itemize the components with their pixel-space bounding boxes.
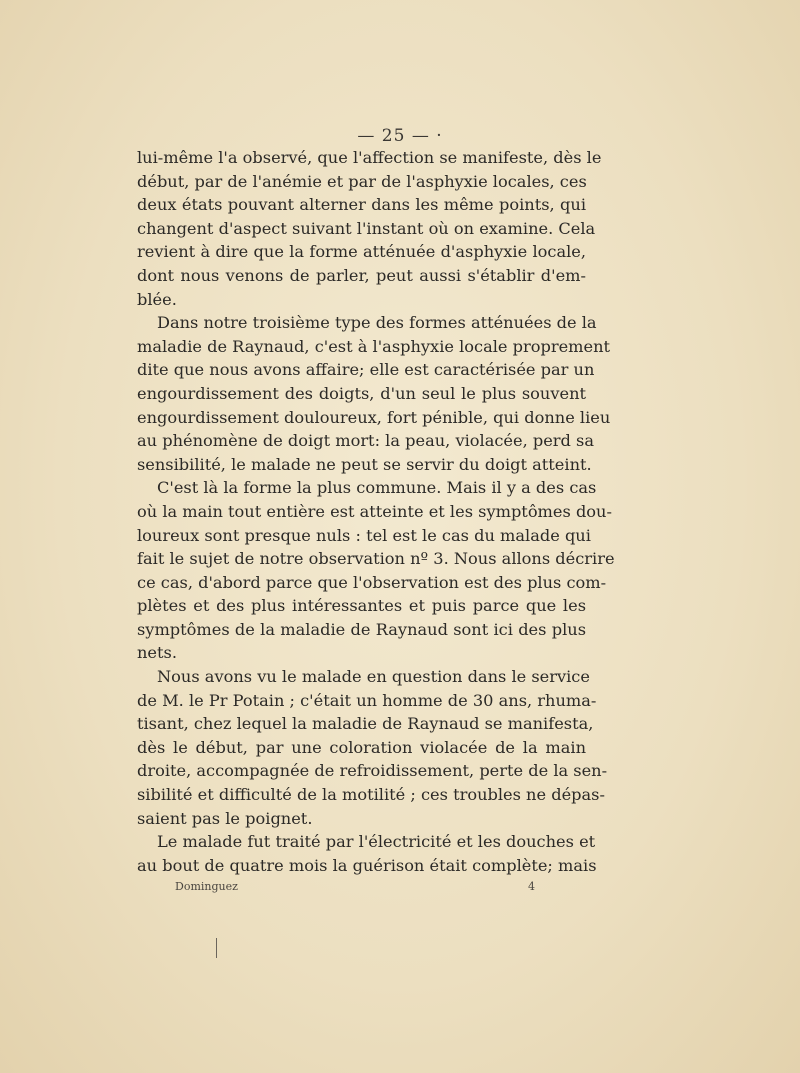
- text-line: engourdissement des doigts, d'un seul le plus souvent: [137, 383, 586, 403]
- text-line: C'est là la forme la plus commune. Mais il y a des cas: [157, 478, 597, 498]
- text-line: loureux sont presque nuls : tel est le cas du malade qui: [137, 525, 591, 545]
- text-line: droite, accompagnée de refroidissement, perte de la sen-: [137, 761, 608, 781]
- text-line: de M. le Pr Potain ; c'était un homme de 30 ans, rhuma-: [137, 690, 597, 710]
- text-line: sensibilité, le malade ne peut se servir du doigt atteint.: [137, 454, 592, 474]
- text-line: Le malade fut traité par l'électricité et les douches et: [157, 832, 596, 852]
- text-line: saient pas le poignet.: [137, 808, 313, 828]
- text-line: tisant, chez lequel la maladie de Raynaud se manifesta,: [137, 714, 594, 734]
- text-line: symptômes de la maladie de Raynaud sont ici des plus: [137, 619, 586, 639]
- text-line: fait le sujet de notre observation nº 3. Nous allons décrire: [137, 549, 615, 569]
- text-line: Dans notre troisième type des formes atténuées de la: [157, 313, 597, 333]
- text-line: ce cas, d'abord parce que l'observation est des plus com-: [137, 572, 607, 592]
- text-line: sibilité et difficulté de la motilité ; ces troubles ne dépas-: [137, 785, 605, 805]
- text-line: dite que nous avons affaire; elle est caractérisée par un: [137, 360, 595, 380]
- body-text: [137, 146, 615, 877]
- text-line: plètes et des plus intéressantes et puis parce que les: [137, 596, 586, 616]
- sheet-number: 4: [528, 880, 535, 893]
- text-line: au phénomène de doigt mort: la peau, violacée, perd sa: [137, 431, 595, 451]
- text-line: deux états pouvant alterner dans les même points, qui: [137, 195, 586, 215]
- text-line: engourdissement douloureux, fort pénible, qui donne lieu: [137, 407, 611, 427]
- text-line: nets.: [137, 643, 177, 663]
- text-line: lui-même l'a observé, que l'affection se manifeste, dès le: [137, 148, 602, 167]
- text-line: dont nous venons de parler, peut aussi s'établir d'em-: [137, 265, 586, 285]
- text-line: revient à dire que la forme atténuée d'asphyxie locale,: [137, 242, 586, 262]
- text-line: dès le début, par une coloration violacée de la main: [137, 737, 586, 757]
- signature-mark: Dominguez: [175, 880, 238, 893]
- text-line: maladie de Raynaud, c'est à l'asphyxie locale proprement: [137, 336, 611, 356]
- text-line: changent d'aspect suivant l'instant où on examine. Cela: [137, 218, 596, 238]
- page-number: — 25 — ·: [357, 126, 443, 146]
- text-line: Nous avons vu le malade en question dans le service: [157, 667, 590, 687]
- text-line: blée.: [137, 289, 177, 309]
- text-line: au bout de quatre mois la guérison était complète; mais: [137, 855, 597, 875]
- text-line: début, par de l'anémie et par de l'asphyxie locales, ces: [137, 171, 587, 191]
- ink-mark: [216, 938, 217, 958]
- text-line: où la main tout entière est atteinte et les symptômes dou-: [137, 501, 612, 521]
